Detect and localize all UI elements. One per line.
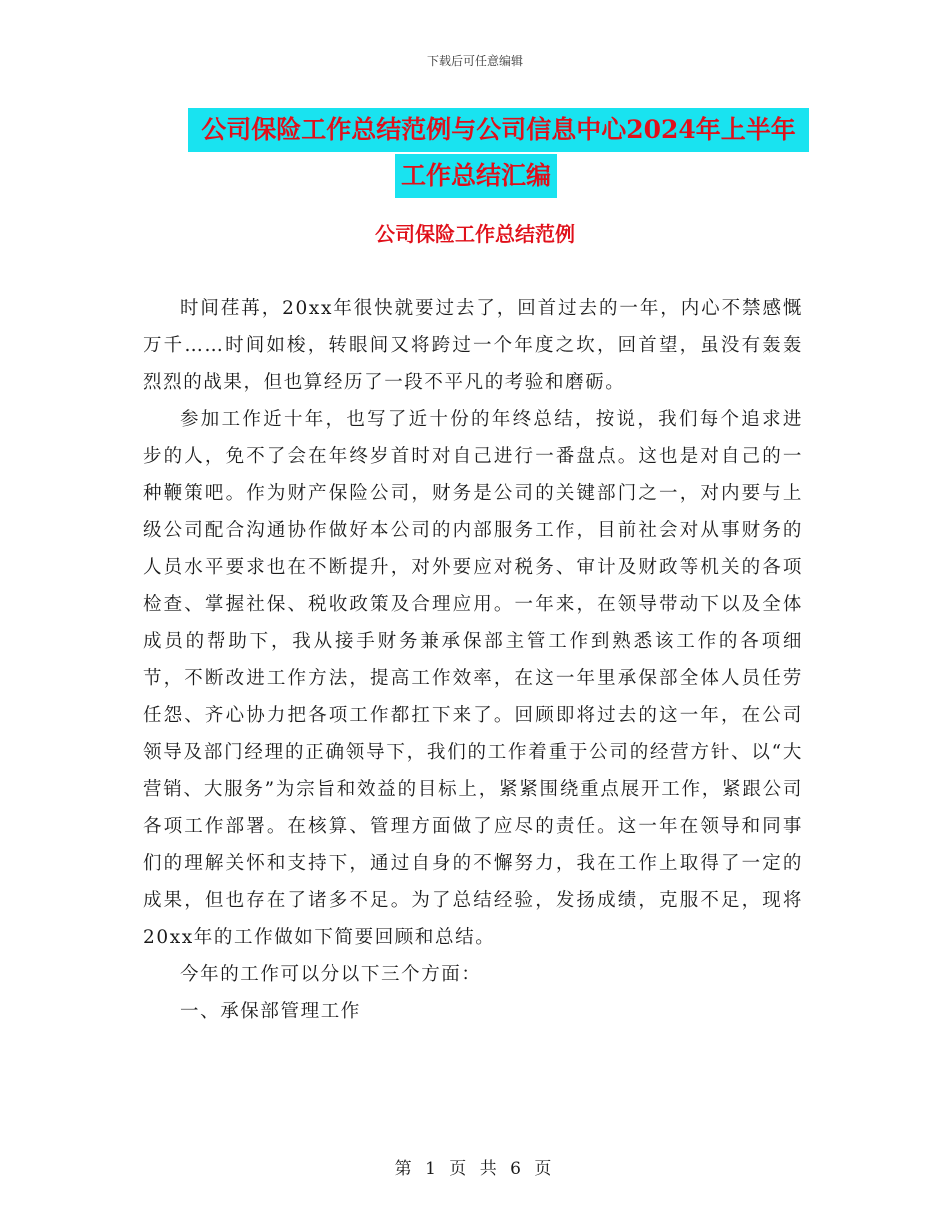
paragraph: 参加工作近十年，也写了近十份的年终总结，按说，我们每个追求进步的人，免不了会在年终岁首时对自己进行一番盘点。这也是对自己的一种鞭策吧。作为财产保险公司，财务是公司的关键部门之一，对内要与上级公司配合沟通协作做好本公司的内部服务工作，目前社会对从事财务的人员水平要求也在不断提升，对外要应对税务、审计及财政等机关的各项检查、掌握社保、税收政策及合理应用。一年来，在领导带动下以及全体成员的帮助下，我从接手财务兼承保部主管工作到熟悉该工作的各项细节，不断改进工作方法，提高工作效率，在这一年里承保部全体人员任劳任怨、齐心协力把各项工作都扛下来了。回顾即将过去的这一年，在公司领导及部门经理的正确领导下，我们的工作着重于公司的经营方针、以“大营销、大服务”为宗旨和效益的目标上，紧紧围绕重点展开工作，紧跟公司各项工作部署。在核算、管理方面做了应尽的责任。这一年在领导和同事们的理解关怀和支持下，通过自身的不懈努力，我在工作上取得了一定的成果，但也存在了诸多不足。为了总结经验，发扬成绩，克服不足，现将20xx年的工作做如下简要回顾和总结。: [143, 409, 803, 948]
page-footer: 第 1 页 共 6 页: [394, 1159, 556, 1179]
header-note: 下载后可任意编辑: [426, 54, 523, 68]
paragraph: 时间荏苒，20xx年很快就要过去了，回首过去的一年，内心不禁感慨万千……时间如梭，转眼间又将跨过一个年度之坎，回首望，虽没有轰轰烈烈的战果，但也算经历了一段不平凡的考验和磨砺。: [143, 298, 803, 393]
title-line-1: 公司保险工作总结范例与公司信息中心2024年上半年: [188, 108, 809, 152]
body-text: [143, 290, 803, 1030]
title-line-2: 工作总结汇编: [395, 154, 557, 198]
paragraph: 一、承保部管理工作: [180, 1001, 361, 1022]
paragraph: 今年的工作可以分以下三个方面：: [180, 964, 482, 985]
section-title: 公司保险工作总结范例: [375, 222, 575, 246]
